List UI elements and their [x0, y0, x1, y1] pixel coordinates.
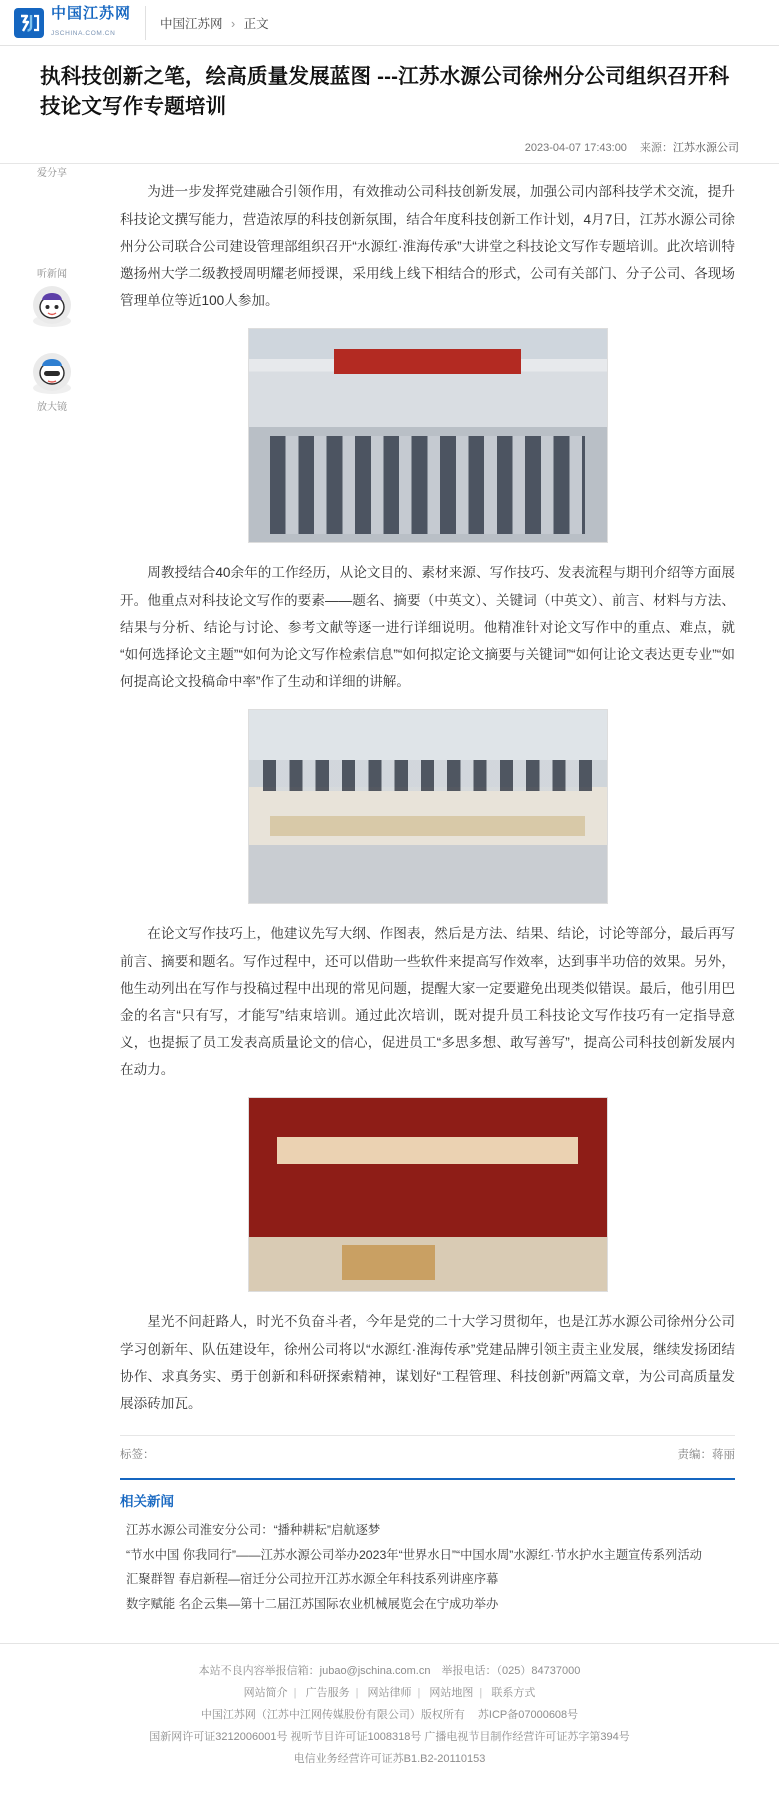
footer-report-line — [20, 1660, 759, 1682]
article-paragraph-2: 周教授结合40余年的工作经历，从论文目的、素材来源、写作技巧、发表流程与期刊介绍等方面展开。他重点对科技论文写作的要素——题名、摘要（中英文）、关键词（中英文）、前言、材料与方法、结果与分析、结论与讨论、参考文献等逐一进行详细说明。他精准针对论文写作中的重点、难点，就“如何选择论文主题”“如何为论文写作检索信息”“如何拟定论文摘要与关键词”“如何让论文表达更专业”“如何提高论文投稿命中率”作了生动和详细的讲解。 — [120, 565, 735, 690]
article-title-area — [0, 46, 779, 129]
listen-avatar-icon — [33, 315, 71, 327]
article-photo-1 — [248, 328, 608, 543]
footer-link-ads[interactable]: 广告服务 — [305, 1686, 350, 1699]
site-header — [0, 0, 779, 46]
tags-editor-row — [120, 1435, 735, 1472]
footer-phone-label: 举报电话： — [441, 1664, 497, 1677]
share-label: 爱分享 — [37, 168, 67, 179]
breadcrumb-separator: › — [231, 16, 236, 31]
article-photo-2 — [248, 709, 608, 904]
article-meta — [0, 129, 779, 164]
article-paragraph-1: 为进一步发挥党建融合引领作用，有效推动公司科技创新发展，加强公司内部科技学术交流，提升科技论文撰写能力，营造浓厚的科技创新氛围，结合年度科技创新工作计划，4月7日，江苏水源公司徐州分公司联合公司建设管理部组织召开“水源红·淮海传承”大讲堂之科技论文写作专题培训。此次培训特邀扬州大学二级教授周明耀老师授课，采用线上线下相结合的形式，公司有关部门、分子公司、各现场管理单位等近100人参加。 — [120, 184, 735, 309]
footer-link-sep-3: | — [417, 1686, 421, 1699]
zoom-label: 放大镜 — [37, 402, 67, 413]
related-news-list — [120, 1518, 735, 1616]
logo-title-en: JSCHINA.COM.CN — [51, 29, 116, 37]
article-container — [0, 46, 779, 1617]
share-tool[interactable] — [16, 164, 88, 179]
article-paragraph-3: 在论文写作技巧上，他建议先写大纲、作图表，然后是方法、结果、结论，讨论等部分，最后再写前言、摘要和题名。写作过程中，还可以借助一些软件来提高写作效率，达到事半功倍的效果。另外，他生动列出在写作与投稿过程中出现的常见问题，提醒大家一定要避免出现类似错误。最后，他引用巴金的名言“只有写，才能写”结束培训。通过此次培训，既对提升员工科技论文写作技巧有一定指导意义，也提振了员工发表高质量论文的信心，促进员工“多思多想、敢写善写”，提高公司科技创新发展内在动力。 — [120, 926, 735, 1078]
footer-link-contact[interactable]: 联系方式 — [491, 1686, 536, 1699]
zoom-avatar-icon — [33, 382, 71, 394]
related-news-title: 相关新闻 — [120, 1494, 174, 1510]
jschina-logo-icon — [14, 8, 44, 38]
footer-icp: 苏ICP备07000608号 — [477, 1708, 579, 1721]
related-news-link-3[interactable]: 汇聚群智 春启新程—宿迁分公司拉开江苏水源全年科技系列讲座序幕 — [126, 1572, 499, 1587]
footer-report-mail-link[interactable]: jubao@jschina.com.cn — [319, 1664, 431, 1677]
related-news-link-1[interactable]: 江苏水源公司淮安分公司：“播种耕耘”启航逐梦 — [126, 1523, 381, 1538]
article-body — [0, 164, 779, 1417]
tags-label: 标签： — [120, 1449, 155, 1462]
page-title: 执科技创新之笔，绘高质量发展蓝图 ---江苏水源公司徐州分公司组织召开科技论文写作专题培训 — [40, 65, 730, 118]
article-paragraph-4: 星光不问赶路人，时光不负奋斗者，今年是党的二十大学习贯彻年，也是江苏水源公司徐州分公司学习创新年、队伍建设年，徐州公司将以“水源红·淮海传承”党建品牌引领主责主业发展，继续发扬团结协作、求真务实、勇于创新和科研探索精神，谋划好“工程管理、科技创新”两篇文章，为公司高质量发展添砖加瓦。 — [120, 1314, 735, 1411]
publish-datetime: 2023-04-07 17:43:00 — [524, 142, 627, 155]
list-item[interactable] — [120, 1592, 735, 1617]
editor-label: 责编：蒋丽 — [677, 1449, 735, 1462]
source-label: 来源： — [640, 142, 673, 155]
site-logo[interactable] — [14, 6, 146, 40]
footer-link-sep-4: | — [479, 1686, 483, 1699]
source-name: 江苏水源公司 — [673, 142, 739, 155]
related-news-link-4[interactable]: 数字赋能 名企云集—第十二届江苏国际农业机械展览会在宁成功举办 — [126, 1596, 499, 1611]
listen-news-tool[interactable] — [16, 265, 88, 327]
footer-links — [20, 1682, 759, 1704]
footer-link-sep-2: | — [355, 1686, 359, 1699]
footer-report-label: 本站不良内容举报信箱： — [198, 1664, 320, 1677]
left-tool-rail — [16, 164, 88, 439]
footer-link-sep-1: | — [293, 1686, 297, 1699]
breadcrumb-home-link[interactable]: 中国江苏网 — [160, 16, 223, 31]
breadcrumb — [160, 14, 269, 32]
article-photo-3 — [248, 1097, 608, 1292]
related-news-section — [120, 1478, 735, 1616]
logo-text — [51, 6, 131, 40]
listen-label: 听新闻 — [37, 269, 67, 280]
list-item[interactable] — [120, 1543, 735, 1568]
footer-company-line — [20, 1704, 759, 1726]
footer-link-about[interactable]: 网站简介 — [243, 1686, 288, 1699]
site-footer — [0, 1643, 779, 1792]
zoom-tool[interactable] — [16, 353, 88, 413]
footer-company: 中国江苏网（江苏中江网传媒股份有限公司）版权所有 — [200, 1708, 465, 1721]
footer-link-sitemap[interactable]: 网站地图 — [429, 1686, 474, 1699]
breadcrumb-current: 正文 — [243, 16, 269, 31]
footer-phone-number: （025）84737000 — [496, 1664, 581, 1677]
related-news-link-2[interactable]: “节水中国 你我同行”——江苏水源公司举办2023年“世界水日”“中国水周”水源红·节水护水主题宣传系列活动 — [126, 1547, 702, 1562]
list-item[interactable] — [120, 1567, 735, 1592]
list-item[interactable] — [120, 1518, 735, 1543]
footer-license-line: 国新网许可证3212006001号 视听节目许可证1008318号 广播电视节目制作经营许可证苏字第394号 — [149, 1730, 630, 1743]
footer-telecom-line: 电信业务经营许可证苏B1.B2-20110153 — [293, 1752, 486, 1765]
logo-title-cn: 中国江苏网 — [51, 4, 132, 22]
footer-link-lawyer[interactable]: 网站律师 — [367, 1686, 412, 1699]
